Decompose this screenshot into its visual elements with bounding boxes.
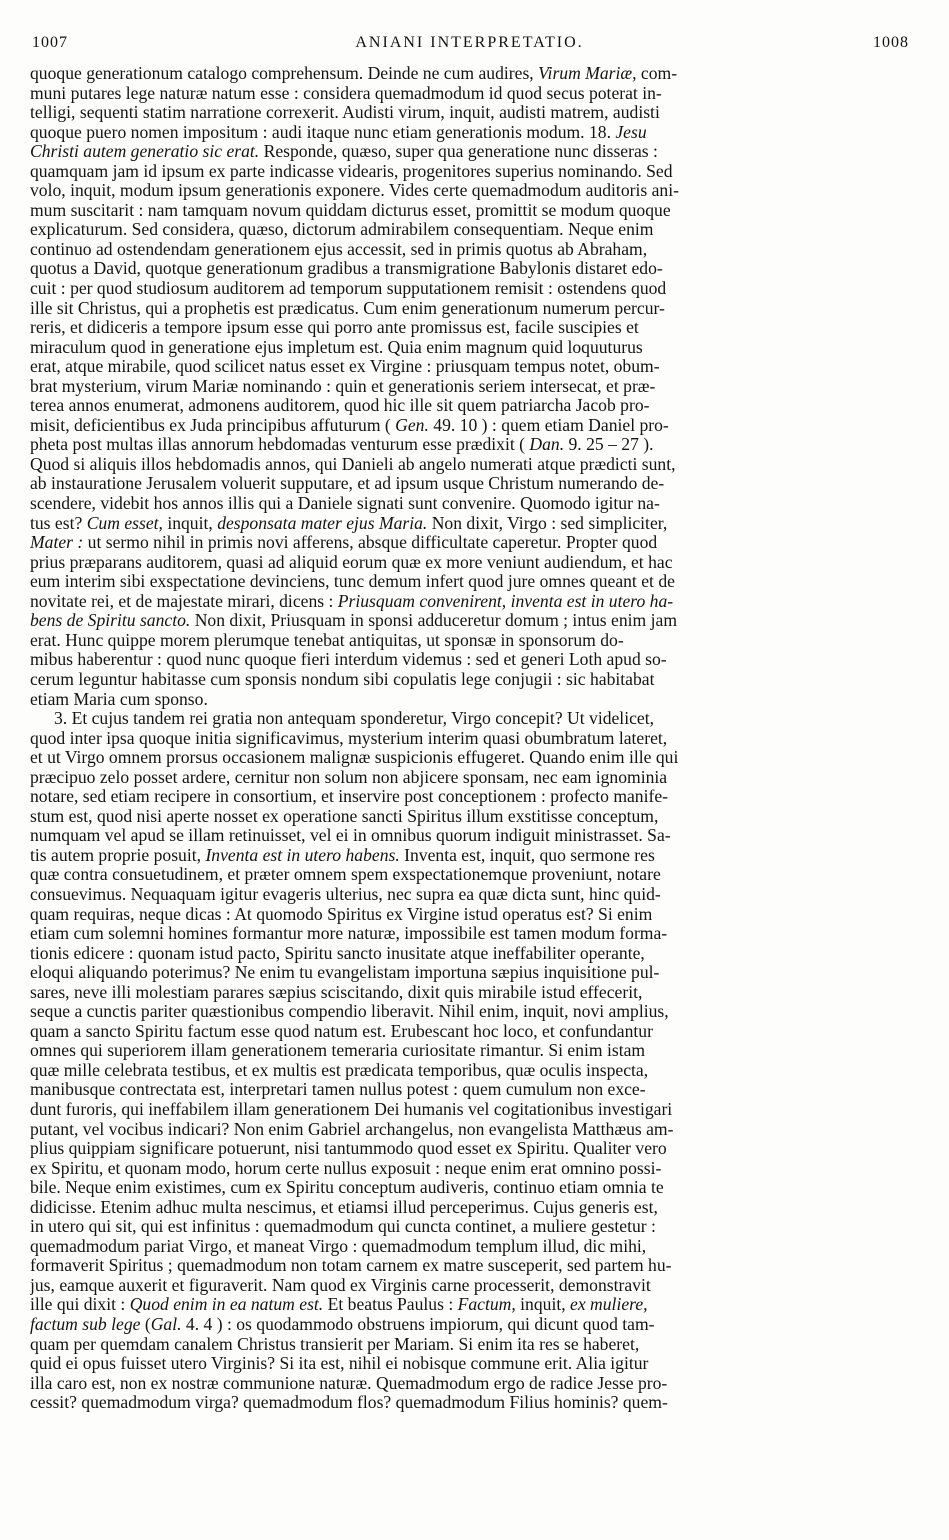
text-segment: plius quippiam significare potuerunt, nisi tantummodo quod esset ex Spiritu. Qualiter vero — [30, 1139, 667, 1159]
text-line — [30, 1178, 910, 1198]
text-segment: terea annos enumerat, admonens auditorem, quod hic ille sit quem patriarcha Jacob pro- — [30, 396, 650, 416]
text-segment: didicisse. Etenim adhuc multa nescimus, et etiamsi illud perceperimus. Cujus generis est, — [30, 1197, 658, 1217]
text-line — [30, 709, 910, 729]
italic-segment: Inventa est in utero habens. — [205, 845, 400, 865]
text-segment: mum suscitarit : nam tamquam novum quiddam dicturus esset, promittit se modum quoque — [30, 200, 671, 220]
text-segment: et ut Virgo omnem prorsus occasionem malignæ suspicionis effugeret. Quando enim ille qui — [30, 748, 679, 768]
italic-segment: Christi autem generatio sic erat. — [30, 142, 260, 162]
text-segment: miraculum quod in generatione ejus impletum est. Quia enim magnum quid loquuturus — [30, 337, 643, 357]
italic-segment: Gen. — [395, 415, 429, 435]
text-segment: quam a sancto Spiritu factum esse quod natum est. Erubescant hoc loco, et confundantur — [30, 1021, 653, 1041]
text-segment: quoque puero nomen impositum : audi itaque nunc etiam generationis modum. 18. — [30, 122, 616, 142]
text-line — [30, 944, 910, 964]
text-line — [30, 299, 910, 319]
text-segment: mibus haberentur : quod nunc quoque fieri interdum videmus : sed et generi Loth apud so- — [30, 650, 667, 670]
text-segment: præcipuo zelo posset ardere, cernitur non solum non abjicere sponsam, nec eam ignominia — [30, 767, 668, 787]
text-segment: continuo ad ostendendam generationem ejus accessit, sed in primis quotus ab Abraham, — [30, 239, 648, 259]
text-segment: consuevimus. Nequaquam igitur evageris ulterius, nec supra ea quæ dicta sunt, hinc quid- — [30, 884, 661, 904]
text-segment: bile. Neque enim existimes, cum ex Spiritu conceptum audiveris, continuo etiam omnia te — [30, 1178, 664, 1198]
italic-segment: Jesu — [615, 122, 647, 142]
text-segment: erat. Hunc quippe morem plerumque tenebat antiquitas, ut sponsæ in sponsorum do- — [30, 630, 624, 650]
text-line — [30, 103, 910, 123]
text-line — [30, 963, 910, 983]
text-segment: explicaturum. Sed considera, quæso, dictorum admirabilem consequentiam. Neque enim — [30, 220, 654, 240]
text-line — [30, 220, 910, 240]
text-segment: stum est, quod nisi aperte nosset ex operatione sancti Spiritus illum exstitisse conceptum, — [30, 806, 659, 826]
text-segment: 4. 4 ) : os quodammodo obstruens impiorum, qui dicunt quod tam- — [181, 1315, 655, 1334]
italic-segment: factum sub lege — [30, 1315, 141, 1334]
text-line — [30, 885, 910, 905]
text-segment: ille sit Christus, qui a prophetis est prædicatus. Cum enim generationum numerum percur- — [30, 298, 665, 318]
text-line — [30, 162, 910, 182]
text-segment: quamquam jam id ipsum ex parte indicasse videaris, progenitores superius nominando. Sed — [30, 161, 673, 181]
text-line — [30, 1354, 910, 1374]
text-segment: putant, vel vocibus indicari? Non enim Gabriel archangelus, non evangelista Matthæus am- — [30, 1119, 674, 1139]
text-segment: muni putares lege naturæ natum esse : considera quemadmodum id quod secus poterat in- — [30, 83, 662, 103]
text-line — [30, 1041, 910, 1061]
text-line — [30, 318, 910, 338]
text-segment: telligi, sequenti statim narratione correxerit. Audisti virum, inquit, audisti matrem, audisti — [30, 103, 660, 123]
text-line — [30, 142, 910, 162]
text-segment: tis autem proprie posuit, — [30, 845, 206, 865]
text-line — [30, 279, 910, 299]
text-line — [30, 416, 910, 436]
text-segment: eloqui aliquando poterimus? Ne enim tu evangelistam importuna sæpius inquisitione pul- — [30, 963, 660, 983]
text-segment: quod inter ipsa quoque initia significavimus, mysterium interim quasi obumbratum lateret, — [30, 728, 668, 748]
text-line — [30, 1002, 910, 1022]
text-line — [30, 748, 910, 768]
text-line — [30, 1080, 910, 1100]
text-line — [30, 553, 910, 573]
text-segment: etiam Maria cum sponso. — [30, 689, 208, 709]
text-segment: brat mysterium, virum Mariæ nominando : quin et generationis seriem intersecat, et præ- — [30, 376, 656, 396]
text-line — [30, 1022, 910, 1042]
italic-segment: Gal. — [150, 1315, 182, 1334]
text-segment: dunt furoris, qui ineffabilem illam generationem Dei humanis vel cogitationibus investigari — [30, 1099, 673, 1119]
italic-segment: Dan. — [529, 435, 565, 455]
text-line — [30, 1198, 910, 1218]
text-line — [30, 826, 910, 846]
text-line — [30, 924, 910, 944]
text-segment: etiam cum solemni homines formantur more naturæ, impossibile est tamen modum forma- — [30, 924, 668, 944]
text-segment: Inventa est, inquit, quo sermone res — [399, 845, 655, 865]
text-segment: prius præparans auditorem, quasi ad aliquid eorum quæ ex more veniunt audiendum, et hac — [30, 552, 673, 572]
text-segment: scendere, videbit hos annos illis qui a Daniele signati sunt convenire. Quomodo igitur na- — [30, 494, 660, 514]
page-number-right: 1008 — [873, 34, 909, 51]
text-segment: ut sermo nihil in primis novi afferens, absque difficultate caperetur. Propter quod — [83, 533, 658, 553]
text-segment: notare, sed etiam recipere in consortium, et inservire post conceptionem : profecto manife- — [30, 787, 669, 807]
text-segment: jus, eamque auxerit et figuraverit. Nam quod ex Virginis carne processerit, demonstravit — [30, 1275, 651, 1295]
text-segment: 9. 25 – 27 ). — [564, 435, 654, 455]
text-segment: Non dixit, Virgo : sed simpliciter, — [427, 513, 668, 533]
italic-segment: Factum, — [457, 1295, 516, 1315]
text-line — [30, 181, 910, 201]
text-segment: ille qui dixit : — [30, 1295, 130, 1315]
text-line — [30, 338, 910, 358]
text-segment: cerum leguntur habitasse cum sponsis nondum sibi copulatis lege conjugii : sic habitabat — [30, 669, 655, 689]
text-line — [30, 1100, 910, 1120]
text-segment: ex Spiritu, et quonam modo, horum certe nullus exposuit : neque enim erat omnino possi- — [30, 1158, 662, 1178]
text-line — [30, 1335, 910, 1355]
text-segment: quemadmodum pariat Virgo, et maneat Virgo : quemadmodum templum illud, dic mihi, — [30, 1236, 647, 1256]
text-segment: com- — [636, 64, 678, 83]
text-segment: volo, inquit, modum ipsum generationis exponere. Vides certe quemadmodum auditoris ani- — [30, 181, 679, 201]
text-segment: inquit, — [515, 1295, 571, 1315]
text-segment: eum interim sibi exspectatione devinciens, tunc demum infert quod jure omnes queant et de — [30, 572, 675, 592]
text-segment: quoque generationum catalogo comprehensum. Deinde ne cum audires, — [30, 64, 539, 83]
text-line — [30, 983, 910, 1003]
text-segment: omnes qui superiorem illam generationem temeraria curiositate rimantur. Si enim istam — [30, 1041, 646, 1061]
text-line — [30, 1061, 910, 1081]
text-line — [30, 1217, 910, 1237]
text-segment: in utero qui sit, qui est infinitus : quemadmodum qui cuncta continet, a muliere gestetur : — [30, 1217, 656, 1237]
text-segment: ( — [140, 1315, 151, 1334]
text-line — [30, 846, 910, 866]
italic-segment: desponsata mater ejus Maria. — [217, 513, 428, 533]
text-line — [30, 377, 910, 397]
text-line — [30, 1237, 910, 1257]
text-segment: misit, deficientibus ex Juda principibus affuturum ( — [30, 415, 396, 435]
text-line — [30, 768, 910, 788]
italic-segment: Mater : — [30, 533, 84, 553]
text-segment: novitate rei, et de majestate mirari, dicens : — [30, 591, 338, 611]
text-line — [30, 259, 910, 279]
text-line — [30, 592, 910, 612]
text-line — [30, 1256, 910, 1276]
text-segment: quotus a David, quotque generationum gradibus a transmigratione Babylonis distaret edo- — [30, 259, 663, 279]
text-segment: Non dixit, Priusquam in sponsi adduceretur domum ; intus enim jam — [190, 611, 678, 631]
text-line — [30, 84, 910, 104]
text-segment: erat, atque mirabile, quod scilicet natus esset ex Virgine : priusquam tempus notet, obum- — [30, 357, 660, 377]
italic-segment: Priusquam convenirent, inventa est in utero ha- — [337, 591, 674, 611]
text-segment: quæ mille celebrata testibus, et ex multis est prædicata temporibus, quæ oculis inspecta, — [30, 1060, 649, 1080]
text-line — [30, 533, 910, 553]
text-segment: tionis edicere : quonam istud pacto, Spiritu sancto inusitate atque ineffabiliter operante, — [30, 943, 645, 963]
text-line — [30, 1374, 910, 1394]
text-line — [30, 494, 910, 514]
text-line — [30, 611, 910, 631]
text-segment: quam requiras, neque dicas : At quomodo Spiritus ex Virgine istud operatus est? Si enim — [30, 904, 653, 924]
text-line — [30, 1295, 910, 1315]
text-line — [30, 807, 910, 827]
text-segment: sares, neve illi molestiam parares sæpius sciscitando, dixit quis mirabile istud effecerit, — [30, 982, 643, 1002]
text-segment: 49. 10 ) : quem etiam Daniel pro- — [428, 415, 669, 435]
text-line — [30, 631, 910, 651]
text-segment: quæ contra consuetudinem, et præter omnem spem exspectationemque proveniunt, notare — [30, 865, 661, 885]
running-title: ANIANI INTERPRETATIO. — [355, 34, 584, 51]
text-segment: seque a cunctis pariter quæstionibus compendio liberavit. Nihil enim, inquit, novi amplius, — [30, 1002, 669, 1022]
text-segment: manibusque contrectata est, interpretari tamen nullus potest : quem cumulum non exce- — [30, 1080, 646, 1100]
page-number-left: 1007 — [32, 34, 68, 51]
text-line — [30, 690, 910, 710]
text-line — [30, 905, 910, 925]
text-segment: Responde, quæso, super qua generatione nunc disseras : — [259, 142, 658, 162]
text-line — [30, 240, 910, 260]
text-line — [30, 1159, 910, 1179]
text-segment: reris, et didiceris a tempore ipsum esse qui porro ante promissus est, facile suscipies et — [30, 318, 639, 338]
text-line — [30, 455, 910, 475]
running-head — [30, 24, 909, 60]
text-line — [30, 396, 910, 416]
text-segment: quam per quemdam canalem Christus transierit per Mariam. Si enim ita res se haberet, — [30, 1334, 640, 1354]
text-segment: ab instauratione Jerusalem voluerit supputare, et ad ipsum usque Christum numerando de- — [30, 474, 665, 494]
text-line — [30, 1276, 910, 1296]
italic-segment: bens de Spiritu sancto. — [30, 611, 191, 631]
text-line — [30, 650, 910, 670]
text-line — [30, 123, 910, 143]
text-line — [30, 787, 910, 807]
italic-segment: Virum Mariæ, — [538, 64, 637, 83]
text-line — [30, 1120, 910, 1140]
italic-segment: ex muliere, — [570, 1295, 648, 1315]
text-line — [30, 1393, 910, 1413]
text-segment: pheta post multas illas annorum hebdomadas venturum esse prædixit ( — [30, 435, 530, 455]
text-segment: 3. Et cujus tandem rei gratia non antequam sponderetur, Virgo concepit? Ut videlicet, — [54, 709, 654, 729]
text-segment: cuit : per quod studiosum auditorem ad temporum supputationem remisit : ostendens quod — [30, 279, 667, 299]
text-line — [30, 357, 910, 377]
text-segment: inquit, — [162, 513, 218, 533]
text-line — [30, 1315, 910, 1335]
text-line — [30, 729, 910, 749]
text-line — [30, 64, 910, 84]
text-segment: cessit? quemadmodum virga? quemadmodum flos? quemadmodum Filius hominis? quem- — [30, 1393, 668, 1413]
text-segment: formaverit Spiritus ; quemadmodum non totam carnem ex matre susceperit, sed partem hu- — [30, 1256, 672, 1276]
italic-segment: Quod enim in ea natum est. — [129, 1295, 324, 1315]
text-segment: illa caro est, non ex nostræ communione naturæ. Quemadmodum ergo de radice Jesse pro- — [30, 1373, 668, 1393]
text-segment: Quod si aliquis illos hebdomadis annos, qui Danieli ab angelo numerati atque prædicti sunt, — [30, 454, 676, 474]
text-line — [30, 670, 910, 690]
text-line — [30, 201, 910, 221]
text-line — [30, 572, 910, 592]
text-segment: quid ei opus fuisset utero Virginis? Si ita est, nihil ei nobisque commune erit. Alia igitur — [30, 1354, 649, 1374]
text-line — [30, 1139, 910, 1159]
text-line — [30, 474, 910, 494]
text-segment: tus est? — [30, 513, 87, 533]
italic-segment: Cum esset, — [86, 513, 163, 533]
text-segment: numquam vel apud se illam retinuisset, vel ei in omnibus quorum indiguit ministrasset. Sa- — [30, 826, 671, 846]
text-segment: Et beatus Paulus : — [323, 1295, 458, 1315]
text-line — [30, 514, 910, 534]
text-line — [30, 435, 910, 455]
text-line — [30, 865, 910, 885]
body-text — [30, 64, 910, 1413]
